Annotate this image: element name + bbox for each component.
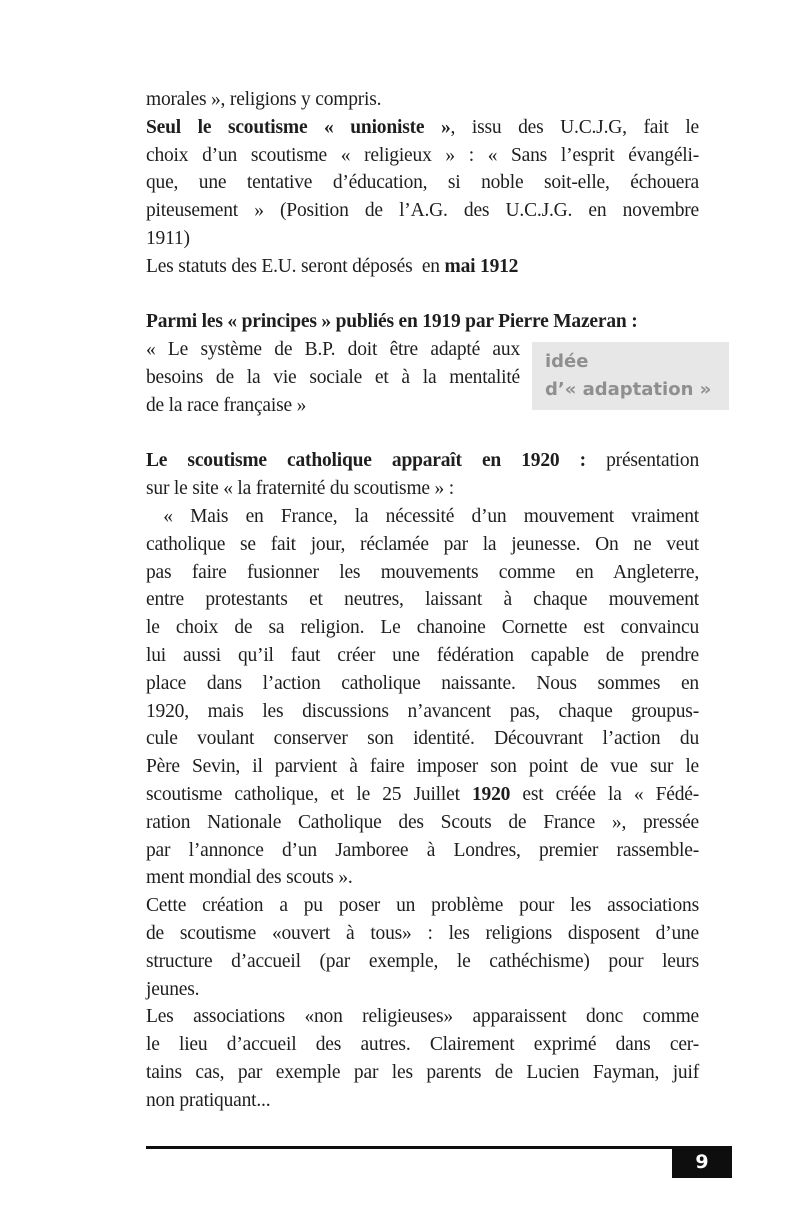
text-line (146, 781, 699, 809)
margin-note-line-2: d’« adaptation » (545, 379, 712, 400)
text-segment: , issu des U.C.J.G, fait le (450, 116, 699, 138)
para-cette-creation (146, 892, 699, 1003)
text-line (146, 976, 699, 1004)
text-segment: de la race française » (146, 394, 307, 416)
page-number-badge (672, 1146, 732, 1178)
para-scoutisme-unioniste (146, 114, 699, 253)
bold-text-segment: Seul le scoutisme « unioniste » (146, 116, 451, 138)
text-line (146, 1059, 699, 1087)
text-segment: « Mais en France, la nécessité d’un mouvement vraiment (146, 505, 699, 527)
text-segment: de scoutisme «ouvert à tous» : les religions disposent d’une (146, 922, 699, 944)
margin-note-adaptation (532, 342, 729, 410)
text-flow (146, 86, 699, 1114)
para-associations-non-religieuses (146, 1003, 699, 1114)
footer-rule (146, 1146, 732, 1149)
text-segment: ment mondial des scouts ». (146, 867, 353, 889)
text-line (146, 142, 699, 170)
text-line (146, 531, 699, 559)
text-line (146, 559, 699, 587)
text-segment: besoins de la vie sociale et à la mentalité (146, 366, 520, 388)
text-segment: le choix de sa religion. Le chanoine Cornette est convaincu (146, 617, 699, 639)
text-line (146, 169, 699, 197)
margin-note-line-1: idée (545, 351, 589, 372)
text-segment: « Le système de B.P. doit être adapté aux (146, 339, 520, 361)
para-morales (146, 86, 699, 114)
text-segment: catholique se fait jour, réclamée par la jeunesse. On ne veut (146, 533, 699, 555)
text-line (146, 114, 699, 142)
text-segment: le lieu d’accueil des autres. Clairement exprimé dans cer- (146, 1034, 699, 1056)
text-segment: 1920, mais les discussions n’avancent pas, chaque groupus- (146, 700, 699, 722)
text-segment: pas faire fusionner les mouvements comme en Angleterre, (146, 561, 699, 583)
text-segment: ration Nationale Catholique des Scouts de France », pressée (146, 811, 699, 833)
text-line (146, 670, 699, 698)
text-line (146, 1087, 699, 1115)
text-line (146, 920, 699, 948)
text-segment: sur le site « la fraternité du scoutisme » : (146, 478, 454, 500)
text-line (146, 1003, 699, 1031)
text-line (146, 197, 699, 225)
text-segment: structure d’accueil (par exemple, le cathéchisme) pour leurs (146, 950, 699, 972)
text-line (146, 475, 699, 503)
text-line (146, 447, 699, 475)
text-segment: cule voulant conserver son identité. Découvrant l’action du (146, 728, 699, 750)
text-line (146, 809, 699, 837)
text-segment: entre protestants et neutres, laissant à chaque mouvement (146, 589, 699, 611)
text-line (146, 892, 699, 920)
para-citation-fraternite (146, 503, 699, 892)
text-segment: Père Sevin, il parvient à faire imposer son point de vue sur le (146, 756, 699, 778)
text-line (146, 336, 520, 364)
text-segment: par l’annonce d’un Jamboree à Londres, premier rassemble- (146, 839, 699, 861)
text-segment: que, une tentative d’éducation, si noble soit-elle, échouera (146, 172, 699, 194)
para-principes-mazeran (146, 308, 699, 336)
text-line (146, 864, 699, 892)
text-line (146, 308, 699, 336)
text-line (146, 753, 699, 781)
text-segment: place dans l’action catholique naissante. Nous sommes en (146, 672, 699, 694)
text-segment: lui aussi qu’il faut créer une fédération capable de prendre (146, 644, 699, 666)
page-number: 9 (695, 1151, 709, 1173)
text-segment: scoutisme catholique, et le 25 Juillet (146, 783, 472, 805)
text-line (146, 586, 699, 614)
text-segment: choix d’un scoutisme « religieux » : « Sans l’esprit évangéli- (146, 144, 699, 166)
text-line (146, 1031, 699, 1059)
text-line (146, 225, 699, 253)
text-segment: Cette création a pu poser un problème pour les associations (146, 895, 699, 917)
text-segment: piteusement » (Position de l’A.G. des U.C.J.G. en novembre (146, 200, 699, 222)
text-line (146, 364, 520, 392)
text-segment: tains cas, par exemple par les parents de Lucien Fayman, juif (146, 1061, 699, 1083)
para-statuts (146, 253, 699, 281)
text-line (146, 86, 699, 114)
text-line (146, 698, 699, 726)
bold-text-segment: 1920 (472, 783, 511, 805)
bold-text-segment: Le scoutisme catholique apparaît en 1920 : (146, 450, 586, 472)
text-line (146, 392, 520, 420)
text-segment: est créée la « Fédé- (510, 783, 699, 805)
text-line (146, 725, 699, 753)
bold-text-segment: mai 1912 (444, 255, 519, 277)
para-scoutisme-catholique-intro (146, 447, 699, 503)
text-segment: présentation (585, 450, 699, 472)
text-segment: Les statuts des E.U. seront déposés en (146, 255, 445, 277)
text-line (146, 642, 699, 670)
text-segment: jeunes. (146, 978, 200, 1000)
bold-text-segment: Parmi les « principes » publiés en 1919 par Pierre Mazeran : (146, 311, 638, 333)
text-line (146, 948, 699, 976)
text-line (146, 253, 699, 281)
text-line (146, 503, 699, 531)
text-segment: non pratiquant... (146, 1089, 271, 1111)
text-line (146, 837, 699, 865)
text-segment: 1911) (146, 227, 190, 249)
text-segment: morales », religions y compris. (146, 89, 382, 110)
text-segment: Les associations «non religieuses» apparaissent donc comme (146, 1006, 699, 1028)
text-line (146, 614, 699, 642)
